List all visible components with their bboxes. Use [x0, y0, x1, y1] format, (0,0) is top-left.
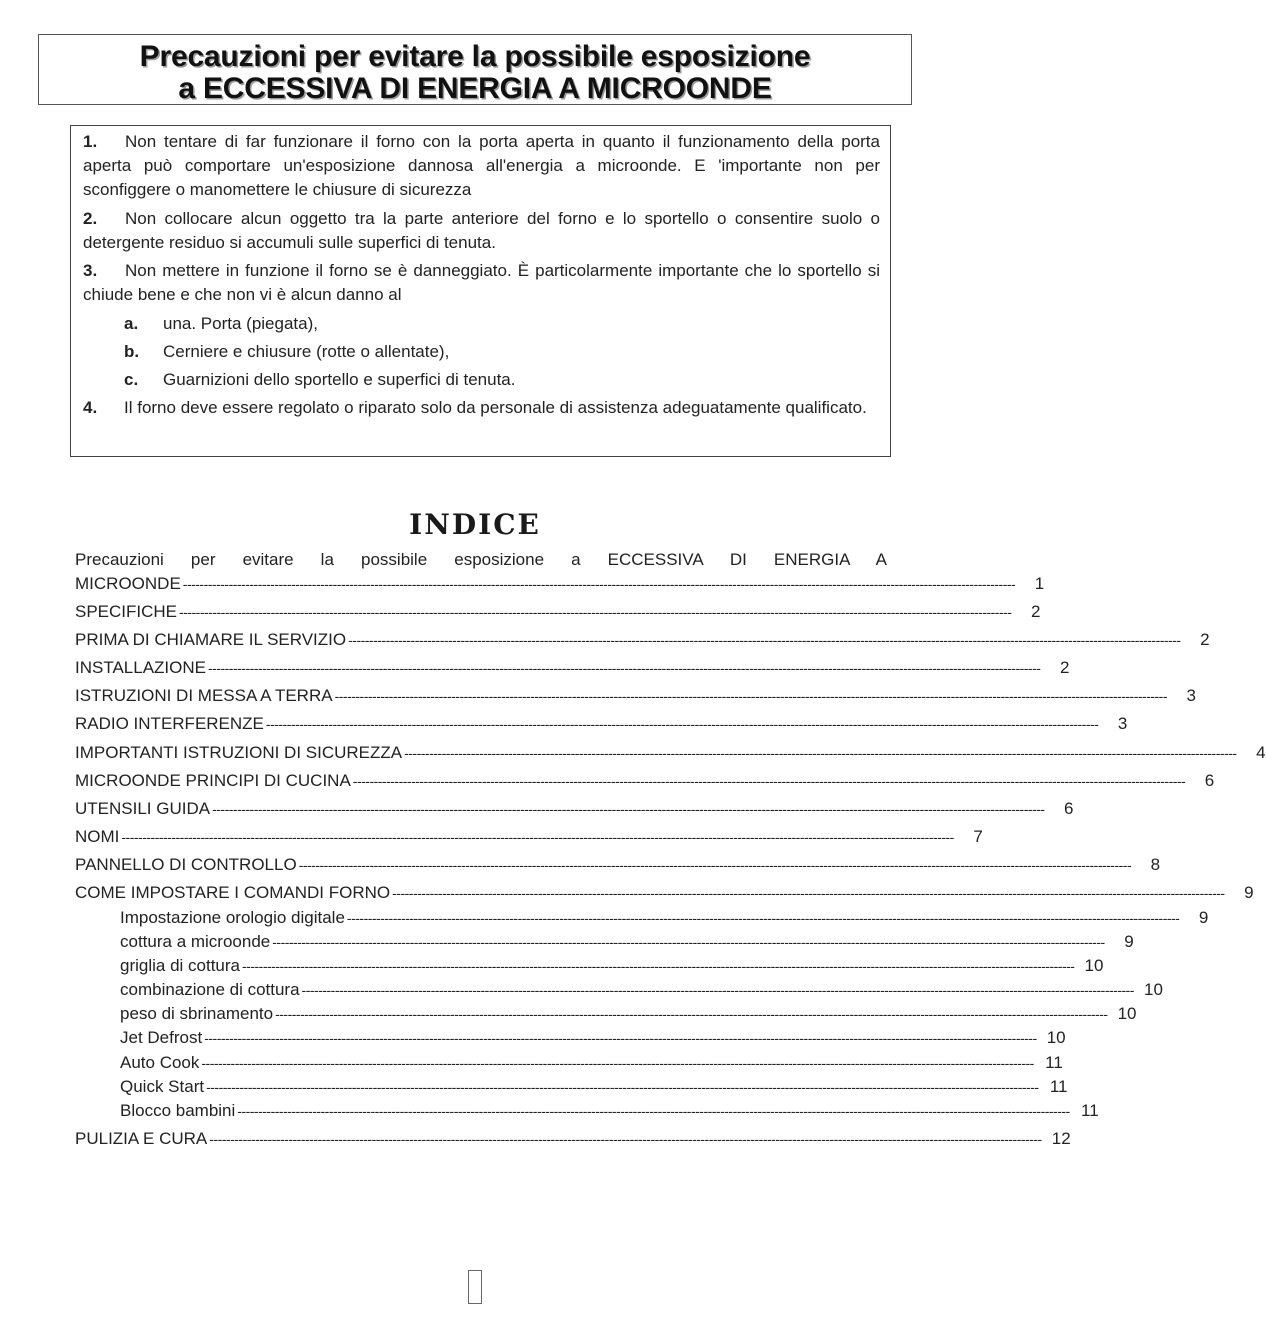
precaution-subitem-a [124, 312, 318, 336]
toc-entry-label: peso di sbrinamento [120, 1004, 274, 1023]
subitem-text: Cerniere e chiusure (rotte o allentate), [163, 342, 450, 361]
toc-entry-label: COME IMPOSTARE I COMANDI FORNO [75, 883, 391, 902]
toc-entry-page: 6 [1204, 771, 1215, 790]
precaution-number: 3. [83, 261, 98, 280]
toc-entry [120, 1099, 1099, 1123]
toc-entry-page: 8 [1150, 855, 1161, 874]
toc-leader-dashes: -------------------------------------------------------------------------------------------------------------------------------------------------------------------------------------------------------- [352, 773, 1186, 789]
precaution-subitem-c [124, 368, 515, 392]
page-title-line-2: a ECCESSIVA DI ENERGIA A MICROONDE [178, 72, 772, 105]
toc-leader-dashes: -------------------------------------------------------------------------------------------------------------------------------------------------------------------------------------------------------- [242, 958, 1075, 974]
toc-leader-dashes: -------------------------------------------------------------------------------------------------------------------------------------------------------------------------------------------------------- [265, 716, 1099, 732]
toc-entry [75, 712, 1128, 736]
toc-entry-label: INSTALLAZIONE [75, 658, 206, 677]
toc-entry [75, 769, 1215, 793]
toc-entry-page: 9 [1244, 883, 1254, 902]
precaution-item-2 [83, 207, 880, 255]
toc-entry-label: RADIO INTERFERENZE [75, 714, 264, 733]
toc-entry-label: MICROONDE [75, 574, 181, 593]
toc-entry-label: Impostazione orologio digitale [120, 908, 345, 927]
toc-entry-page: 12 [1051, 1129, 1071, 1148]
toc-leader-dashes: -------------------------------------------------------------------------------------------------------------------------------------------------------------------------------------------------------- [404, 745, 1237, 761]
toc-entry-label: MICROONDE PRINCIPI DI CUCINA [75, 771, 351, 790]
toc-leader-dashes: -------------------------------------------------------------------------------------------------------------------------------------------------------------------------------------------------------- [301, 982, 1134, 998]
toc-entry [120, 1051, 1063, 1075]
toc-entry-page: 9 [1124, 932, 1134, 951]
precaution-text: Non collocare alcun oggetto tra la parte anteriore del forno e lo sportello o consentire suolo o detergente residuo si accumuli sulle superfici di tenuta. [83, 209, 880, 252]
toc-leader-dashes: -------------------------------------------------------------------------------------------------------------------------------------------------------------------------------------------------------- [201, 1055, 1034, 1071]
toc-entry-label: PULIZIA E CURA [75, 1129, 208, 1148]
toc-leader-dashes: -------------------------------------------------------------------------------------------------------------------------------------------------------------------------------------------------------- [348, 632, 1181, 648]
toc-entry-page: 10 [1144, 980, 1163, 999]
toc-leader-dashes: -------------------------------------------------------------------------------------------------------------------------------------------------------------------------------------------------------- [237, 1103, 1070, 1119]
precaution-number: 1. [83, 132, 98, 151]
precaution-number: 2. [83, 209, 98, 228]
toc-entry-page: 9 [1198, 908, 1209, 927]
toc-entry-page: 2 [1030, 602, 1041, 621]
toc-entry-page: 10 [1046, 1028, 1066, 1047]
toc-entry [75, 881, 1254, 905]
toc-entry-label: NOMI [75, 827, 120, 846]
toc-entry [75, 572, 1045, 596]
toc-entry-page: 10 [1084, 956, 1104, 975]
toc-leader-dashes: -------------------------------------------------------------------------------------------------------------------------------------------------------------------------------------------------------- [179, 604, 1012, 620]
subitem-letter: a. [124, 314, 139, 333]
toc-entry-label: cottura a microonde [120, 932, 271, 951]
toc-entry-page: 3 [1186, 686, 1196, 705]
toc-leader-dashes: -------------------------------------------------------------------------------------------------------------------------------------------------------------------------------------------------------- [208, 660, 1041, 676]
subitem-text: una. Porta (piegata), [163, 314, 318, 333]
toc-entry [75, 741, 1266, 765]
precaution-text: Il forno deve essere regolato o riparato solo da personale di assistenza adeguatamente qualificato. [124, 398, 867, 417]
index-title: INDICE [409, 508, 541, 541]
toc-entry [75, 797, 1074, 821]
page-title-line-1: Precauzioni per evitare la possibile esposizione [139, 40, 811, 73]
toc-entry [120, 1075, 1068, 1099]
toc-entry [120, 954, 1104, 978]
toc-entry-page: 2 [1200, 630, 1210, 649]
toc-entry-page: 11 [1045, 1053, 1063, 1072]
subitem-letter: c. [124, 370, 139, 389]
toc-entry [120, 1002, 1137, 1026]
title-box [38, 34, 912, 105]
toc-entry-page: 6 [1064, 799, 1074, 818]
toc-leader-dashes: -------------------------------------------------------------------------------------------------------------------------------------------------------------------------------------------------------- [298, 857, 1132, 873]
toc-entry-label: PANNELLO DI CONTROLLO [75, 855, 297, 874]
toc-entry-page: 10 [1117, 1004, 1137, 1023]
toc-entry-label: Auto Cook [120, 1053, 200, 1072]
toc-entry [75, 825, 983, 849]
toc-leader-dashes: -------------------------------------------------------------------------------------------------------------------------------------------------------------------------------------------------------- [212, 801, 1045, 817]
precaution-item-3 [83, 259, 880, 307]
toc-entry [75, 684, 1196, 708]
precaution-text: Non mettere in funzione il forno se è danneggiato. È particolarmente importante che lo sportello si chiude bene e che non vi è alcun danno al [83, 261, 880, 304]
toc-entry-page: 11 [1081, 1101, 1099, 1120]
toc-leader-dashes: -------------------------------------------------------------------------------------------------------------------------------------------------------------------------------------------------------- [346, 910, 1180, 926]
toc-entry-label: ISTRUZIONI DI MESSA A TERRA [75, 686, 333, 705]
toc-entry-label: SPECIFICHE [75, 602, 178, 621]
toc-entry [75, 628, 1210, 652]
toc-entry [120, 978, 1163, 1002]
precaution-text: Non tentare di far funzionare il forno con la porta aperta in quanto il funzionamento della porta aperta può comportare un'esposizione dannosa all'energia a microonde. E 'importante non per sconfiggere o manomettere le chiusure di sicurezza [83, 132, 880, 199]
page-number-placeholder [468, 1270, 482, 1304]
toc-entry-label: combinazione di cottura [120, 980, 300, 999]
toc-leader-dashes: -------------------------------------------------------------------------------------------------------------------------------------------------------------------------------------------------------- [272, 934, 1105, 950]
precaution-item-1 [83, 130, 880, 202]
toc-leader-dashes: -------------------------------------------------------------------------------------------------------------------------------------------------------------------------------------------------------- [204, 1030, 1037, 1046]
toc-entry-page: 1 [1034, 574, 1045, 593]
toc-entry [75, 853, 1161, 877]
toc-entry [75, 656, 1070, 680]
toc-entry-page: 7 [973, 827, 983, 846]
toc-entry [75, 600, 1041, 624]
precautions-box [70, 125, 891, 457]
toc-entry-label: griglia di cottura [120, 956, 241, 975]
toc-entry [120, 1026, 1066, 1050]
toc-entry [120, 930, 1134, 954]
toc-entry-page: 3 [1117, 714, 1128, 733]
toc-entry-label: UTENSILI GUIDA [75, 799, 211, 818]
subitem-letter: b. [124, 342, 140, 361]
precaution-number: 4. [83, 398, 98, 417]
toc-leader-dashes: -------------------------------------------------------------------------------------------------------------------------------------------------------------------------------------------------------- [334, 688, 1167, 704]
toc-entry-page: 4 [1256, 743, 1266, 762]
toc-entry [75, 1127, 1071, 1151]
toc-entry-label: Quick Start [120, 1077, 205, 1096]
toc-leader-dashes: -------------------------------------------------------------------------------------------------------------------------------------------------------------------------------------------------------- [121, 829, 954, 845]
toc-leader-dashes: -------------------------------------------------------------------------------------------------------------------------------------------------------------------------------------------------------- [182, 576, 1016, 592]
precaution-subitem-b [124, 340, 449, 364]
toc-entry-first-line: Precauzioni per evitare la possibile esposizione a ECCESSIVA DI ENERGIA A [75, 550, 887, 569]
toc-entry-page: 2 [1059, 658, 1070, 677]
toc-entry-page: 11 [1049, 1077, 1068, 1096]
toc-entry-label: Blocco bambini [120, 1101, 236, 1120]
toc-leader-dashes: -------------------------------------------------------------------------------------------------------------------------------------------------------------------------------------------------------- [275, 1006, 1108, 1022]
toc-entry-label: PRIMA DI CHIAMARE IL SERVIZIO [75, 630, 347, 649]
toc-entry-label: Jet Defrost [120, 1028, 203, 1047]
subitem-text: Guarnizioni dello sportello e superfici di tenuta. [163, 370, 516, 389]
toc-leader-dashes: -------------------------------------------------------------------------------------------------------------------------------------------------------------------------------------------------------- [209, 1131, 1042, 1147]
toc-leader-dashes: -------------------------------------------------------------------------------------------------------------------------------------------------------------------------------------------------------- [206, 1079, 1039, 1095]
toc-leader-dashes: -------------------------------------------------------------------------------------------------------------------------------------------------------------------------------------------------------- [392, 885, 1225, 901]
toc-entry-label: IMPORTANTI ISTRUZIONI DI SICUREZZA [75, 743, 403, 762]
toc-entry [120, 906, 1209, 930]
